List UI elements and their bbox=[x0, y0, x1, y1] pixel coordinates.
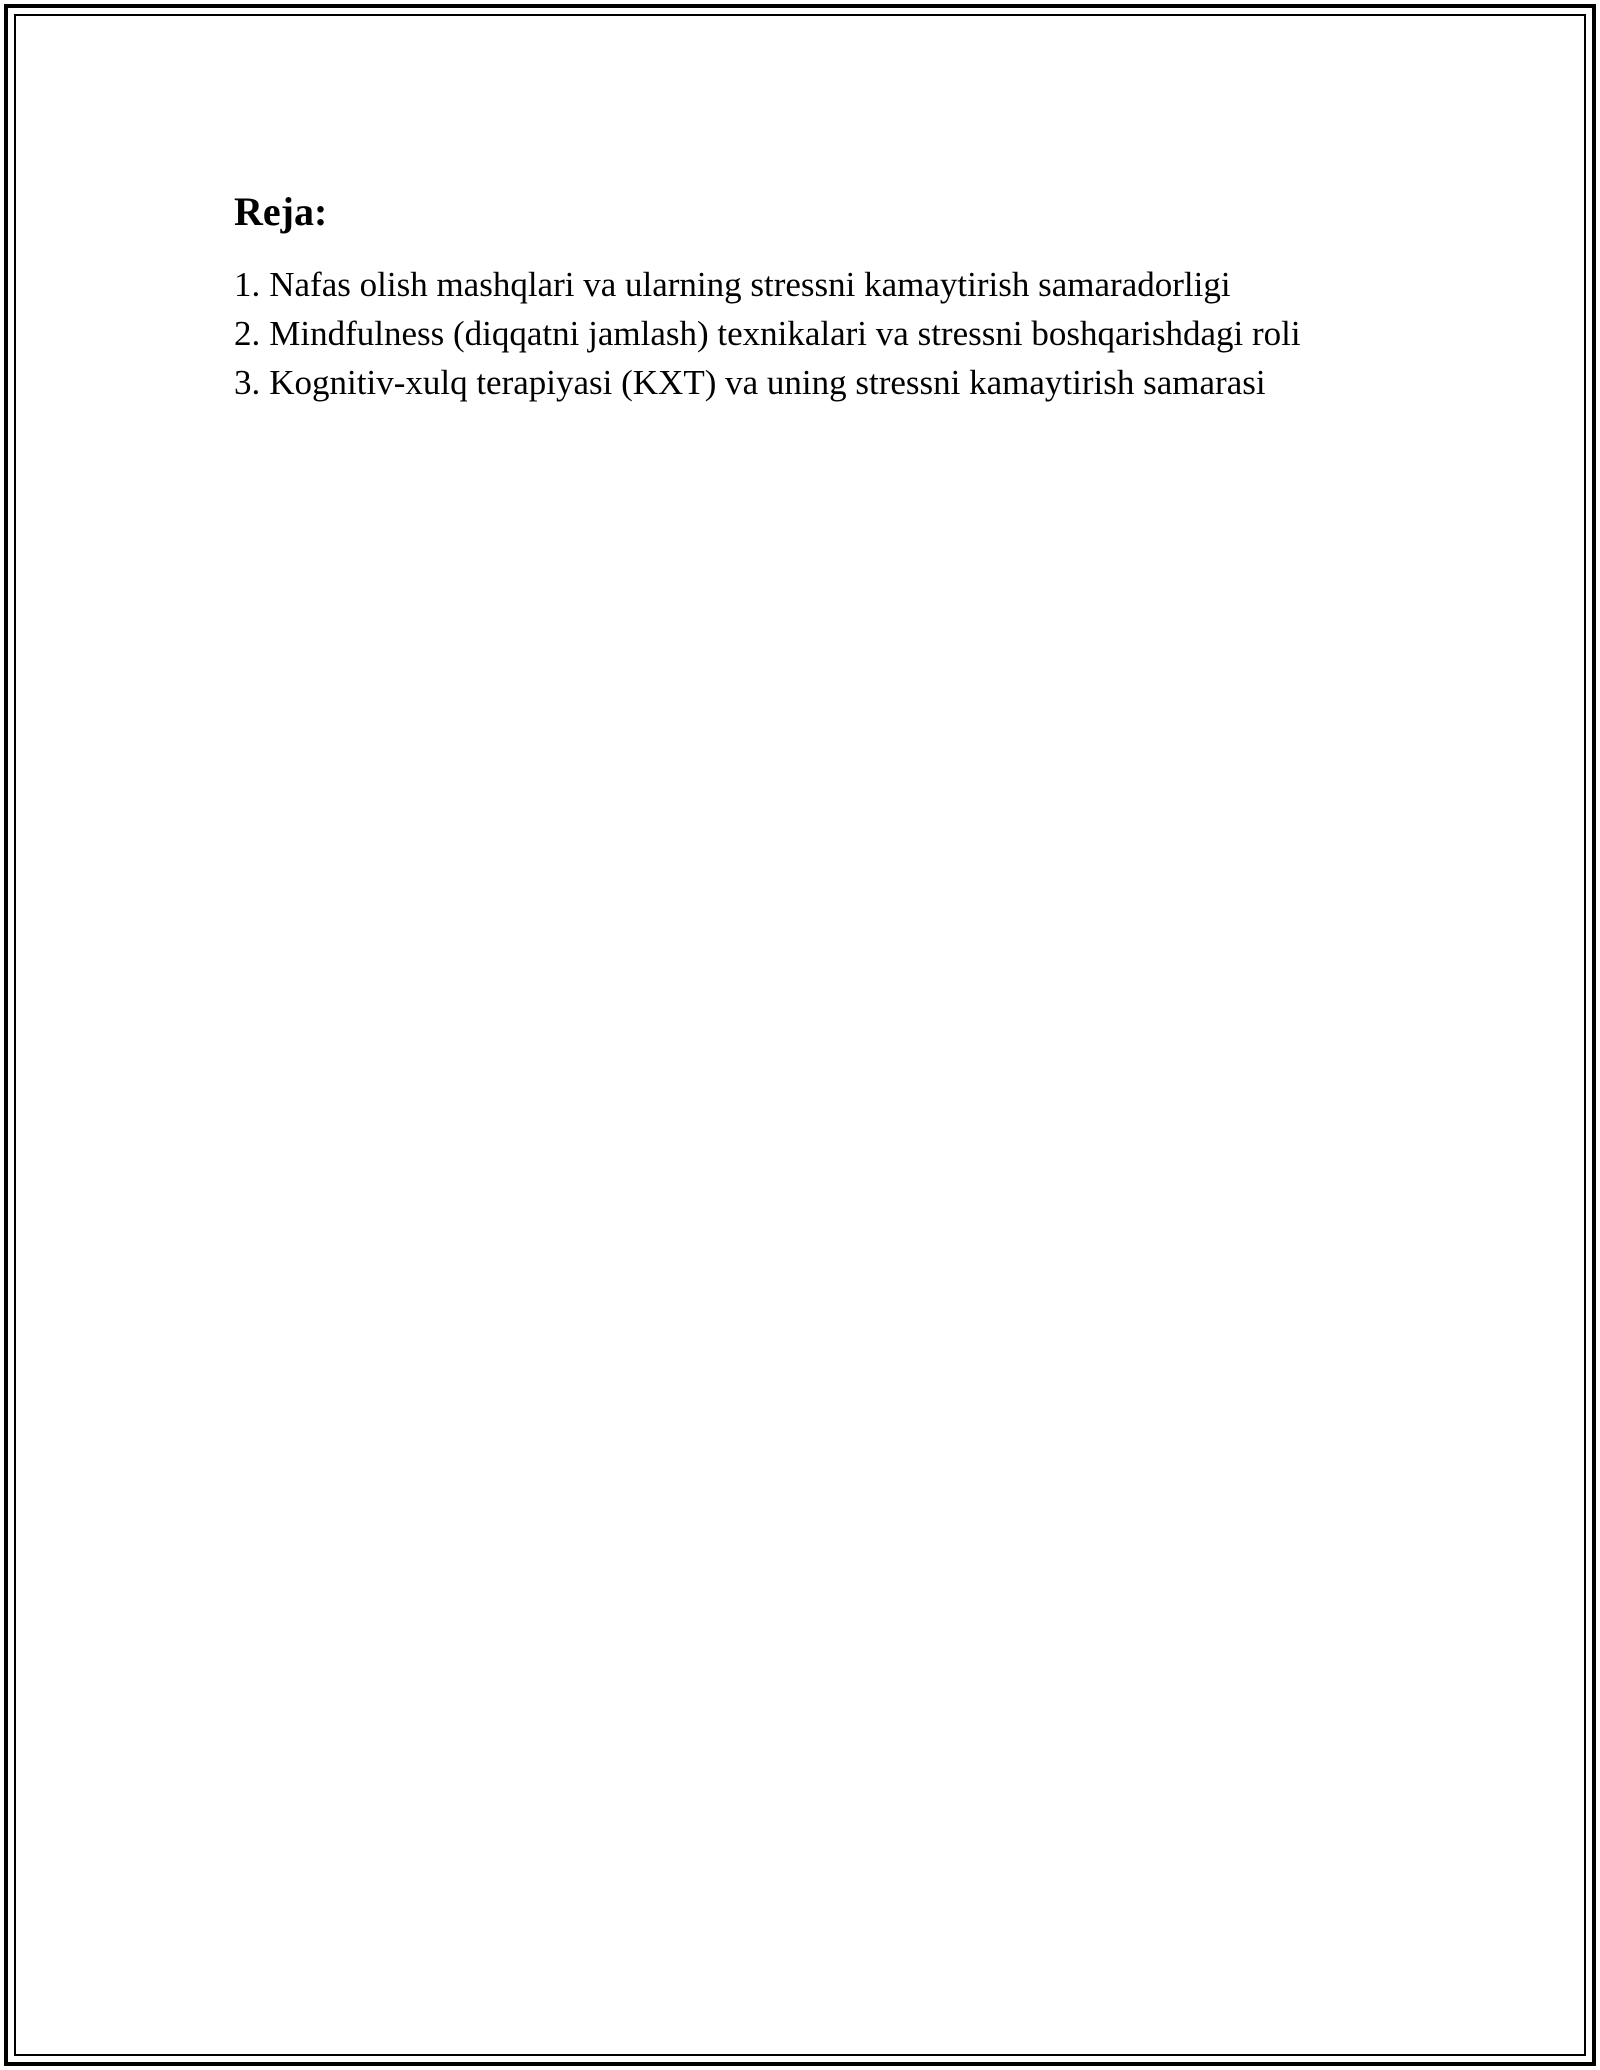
plan-item-text: Nafas olish mashqlari va ularning stressni kamaytirish samaradorligi bbox=[269, 265, 1231, 304]
plan-item-number: 1. bbox=[234, 265, 261, 304]
plan-item-text: Kognitiv-xulq terapiyasi (KXT) va uning stressni kamaytirish samarasi bbox=[269, 363, 1266, 402]
plan-heading: Reja: bbox=[234, 189, 328, 234]
plan-item-number: 3. bbox=[234, 363, 261, 402]
plan-list bbox=[234, 260, 1434, 407]
page-content bbox=[234, 184, 1434, 407]
plan-item-2 bbox=[234, 309, 1434, 358]
plan-item-3 bbox=[234, 358, 1434, 407]
plan-item-1 bbox=[234, 260, 1434, 309]
plan-item-number: 2. bbox=[234, 314, 261, 353]
plan-item-text: Mindfulness (diqqatni jamlash) texnikalari va stressni boshqarishdagi roli bbox=[269, 314, 1301, 353]
